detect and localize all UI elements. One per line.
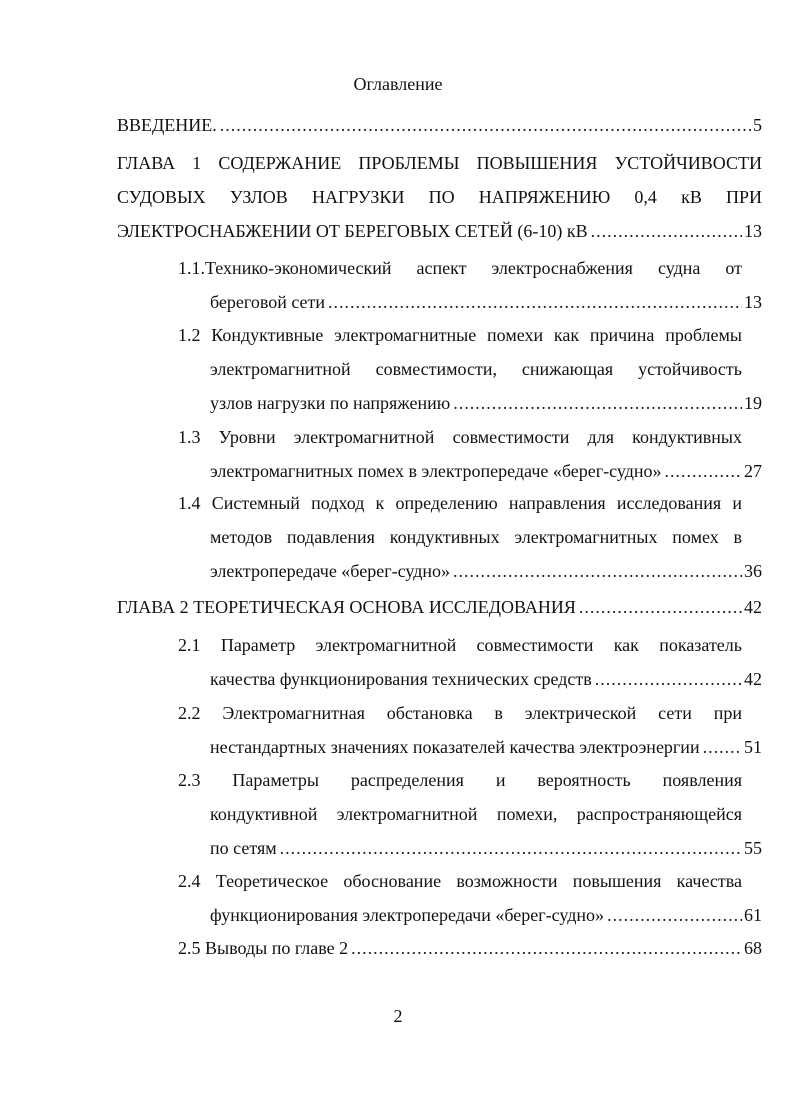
toc-page-number: 5 [753, 115, 762, 135]
toc-entry-introduction[interactable] [117, 108, 762, 142]
leader-dots [453, 554, 742, 588]
toc-entry-title: качества функционирования технических средств [210, 669, 592, 689]
page-number: 2 [393, 1006, 403, 1026]
toc-entry-line: методов подавления кондуктивных электромагнитных помех в [210, 527, 742, 547]
toc-entry-section-1-2[interactable] [178, 318, 762, 420]
toc-entry-title: узлов нагрузки по напряжению [210, 393, 451, 413]
toc-entry-line: 2.2 Электромагнитная обстановка в электрической сети при [178, 703, 742, 723]
toc-entry-title: электропередаче «берег-судно» [210, 561, 450, 581]
toc-entry-chapter-1[interactable] [117, 146, 762, 248]
page-title: Оглавление [353, 74, 443, 94]
toc-page-number: 36 [744, 561, 762, 581]
toc-entry-title: ВВЕДЕНИЕ. [117, 115, 217, 135]
leader-dots [351, 931, 742, 965]
leader-dots [607, 898, 742, 932]
toc-page-number: 61 [744, 905, 762, 925]
leader-dots [703, 730, 742, 764]
leader-dots [591, 214, 742, 248]
toc-entry-line: электромагнитной совместимости, снижающая устойчивость [210, 359, 742, 379]
toc-entry-section-2-4[interactable] [178, 864, 762, 932]
toc-entry-section-1-4[interactable] [178, 486, 762, 588]
toc-entry-section-2-2[interactable] [178, 696, 762, 764]
toc-entry-title: функционирования электропередачи «берег-судно» [210, 905, 605, 925]
toc-entry-title: ГЛАВА 2 ТЕОРЕТИЧЕСКАЯ ОСНОВА ИССЛЕДОВАНИЯ [117, 597, 576, 617]
toc-entry-title: 2.5 Выводы по главе 2 [178, 938, 349, 958]
toc-page-number: 42 [744, 669, 762, 689]
toc-entry-title: береговой сети [210, 292, 326, 312]
leader-dots [220, 108, 751, 142]
leader-dots [595, 662, 742, 696]
toc-page-number: 27 [744, 461, 762, 481]
toc-entry-chapter-2[interactable] [117, 590, 762, 624]
toc-entry-line: 2.4 Теоретическое обоснование возможности повышения качества [178, 871, 742, 891]
toc-page-number: 13 [744, 292, 762, 312]
toc-page-number: 55 [744, 838, 762, 858]
toc-entry-section-2-1[interactable] [178, 628, 762, 696]
toc-entry-title: ЭЛЕКТРОСНАБЖЕНИИ ОТ БЕРЕГОВЫХ СЕТЕЙ (6-10) кВ [117, 221, 588, 241]
toc-entry-title: по сетям [210, 838, 277, 858]
toc-page-number: 13 [744, 221, 762, 241]
leader-dots [328, 285, 742, 319]
toc-entry-line: 1.4 Системный подход к определению направления исследования и [178, 493, 742, 513]
toc-entry-line: СУДОВЫХ УЗЛОВ НАГРУЗКИ ПО НАПРЯЖЕНИЮ 0,4 кВ ПРИ [117, 187, 762, 207]
toc-entry-line: 1.2 Кондуктивные электромагнитные помехи как причина проблемы [178, 325, 742, 345]
toc-entry-line: ГЛАВА 1 СОДЕРЖАНИЕ ПРОБЛЕМЫ ПОВЫШЕНИЯ УСТОЙЧИВОСТИ [117, 153, 762, 173]
toc-entry-section-2-3[interactable] [178, 763, 762, 865]
toc-page-number: 42 [744, 597, 762, 617]
toc-entry-section-1-1[interactable] [178, 251, 762, 319]
toc-entry-section-1-3[interactable] [178, 420, 762, 488]
leader-dots [665, 454, 742, 488]
toc-entry-line: кондуктивной электромагнитной помехи, распространяющейся [210, 804, 742, 824]
toc-entry-title: электромагнитных помех в электропередаче «берег-судно» [210, 461, 662, 481]
toc-entry-title: нестандартных значениях показателей качества электроэнергии [210, 737, 700, 757]
toc-entry-line: 2.3 Параметры распределения и вероятность появления [178, 770, 742, 790]
leader-dots [453, 386, 742, 420]
toc-page-number: 51 [744, 737, 762, 757]
toc-page-number: 19 [744, 393, 762, 413]
toc-entry-line: 1.3 Уровни электромагнитной совместимости для кондуктивных [178, 427, 742, 447]
leader-dots [579, 590, 742, 624]
toc-entry-line: 1.1.Технико-экономический аспект электроснабжения судна от [178, 258, 742, 278]
leader-dots [280, 831, 742, 865]
toc-entry-line: 2.1 Параметр электромагнитной совместимости как показатель [178, 635, 742, 655]
toc-entry-section-2-5[interactable] [178, 931, 762, 965]
toc-page-number: 68 [744, 938, 762, 958]
